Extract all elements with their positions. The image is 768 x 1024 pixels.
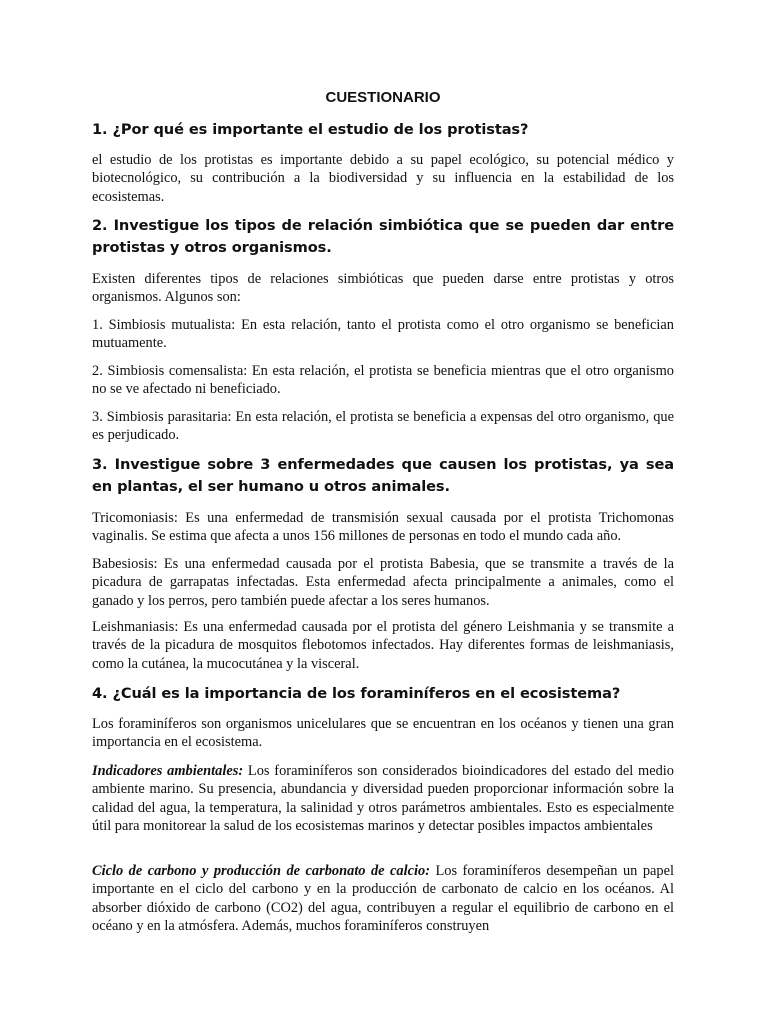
question-2-intro: Existen diferentes tipos de relaciones simbióticas que pueden darse entre protistas y otros organismos. Algunos son: xyxy=(92,271,674,306)
question-4-intro: Los foraminíferos son organismos unicelulares que se encuentran en los océanos y tienen una gran importancia en el ecosistema. xyxy=(92,716,674,751)
indicadores-text: Los foraminíferos son considerados bioindicadores del estado del medio ambiente marino. Su presencia, abundancia y diversidad pueden proporcionar información sobre la calidad del agua, la temperatura, la salinidad y otros parámetros ambientales. Esto es especialmente útil para monitorear la salud de los ecosistemas marinos y detectar posibles impactos ambientales xyxy=(92,763,674,834)
question-1-answer: el estudio de los protistas es importante debido a su papel ecológico, su potencial médico y biotecnológico, su contribución a la biodiversidad y su influencia en la estabilidad de los ecosistemas. xyxy=(92,152,674,205)
ciclo-carbono-label: Ciclo de carbono y producción de carbonato de calcio: xyxy=(92,863,431,879)
question-3-item: Babesiosis: Es una enfermedad causada por el protista Babesia, que se transmite a través de la picadura de garrapatas infectadas. Esta enfermedad afecta principalmente a animales, como el ganado y los perros, pero también puede afectar a los seres humanos. xyxy=(92,556,674,609)
question-4-paragraph xyxy=(92,762,674,835)
question-3-item: Leishmaniasis: Es una enfermedad causada por el protista del género Leishmania y se transmite a través de la picadura de mosquitos flebotomos infectados. Hay diferentes formas de leishmaniasis, como la cutánea, la mucocutánea y la visceral. xyxy=(92,619,674,672)
document-title: CUESTIONARIO xyxy=(325,89,441,106)
question-4-paragraph xyxy=(92,862,674,935)
question-2-item: 1. Simbiosis mutualista: En esta relación, tanto el protista como el otro organismo se benefician mutuamente. xyxy=(92,317,674,352)
question-2-heading: 2. Investigue los tipos de relación simbiótica que se pueden dar entre protistas y otros organismos. xyxy=(92,217,674,256)
question-2-item: 3. Simbiosis parasitaria: En esta relación, el protista se beneficia a expensas del otro organismo, que es perjudicado. xyxy=(92,409,674,444)
ciclo-carbono-text: Los foraminíferos desempeñan un papel importante en el ciclo del carbono y en la producción de carbonato de calcio en los océanos. Al absorber dióxido de carbono (CO2) del agua, contribuyen a regular el equilibrio de carbono en el océano y en la atmósfera. Además, muchos foraminíferos construyen xyxy=(92,863,674,934)
question-3-item: Tricomoniasis: Es una enfermedad de transmisión sexual causada por el protista Trichomonas vaginalis. Se estima que afecta a unos 156 millones de personas en todo el mundo cada año. xyxy=(92,510,674,545)
question-4-heading: 4. ¿Cuál es la importancia de los foraminíferos en el ecosistema? xyxy=(92,685,621,702)
indicadores-label: Indicadores ambientales: xyxy=(92,763,244,779)
question-3-heading: 3. Investigue sobre 3 enfermedades que causen los protistas, ya sea en plantas, el ser humano u otros animales. xyxy=(92,456,674,495)
question-2-item: 2. Simbiosis comensalista: En esta relación, el protista se beneficia mientras que el otro organismo no se ve afectado ni beneficiado. xyxy=(92,363,674,398)
question-1-heading: 1. ¿Por qué es importante el estudio de los protistas? xyxy=(92,121,529,138)
